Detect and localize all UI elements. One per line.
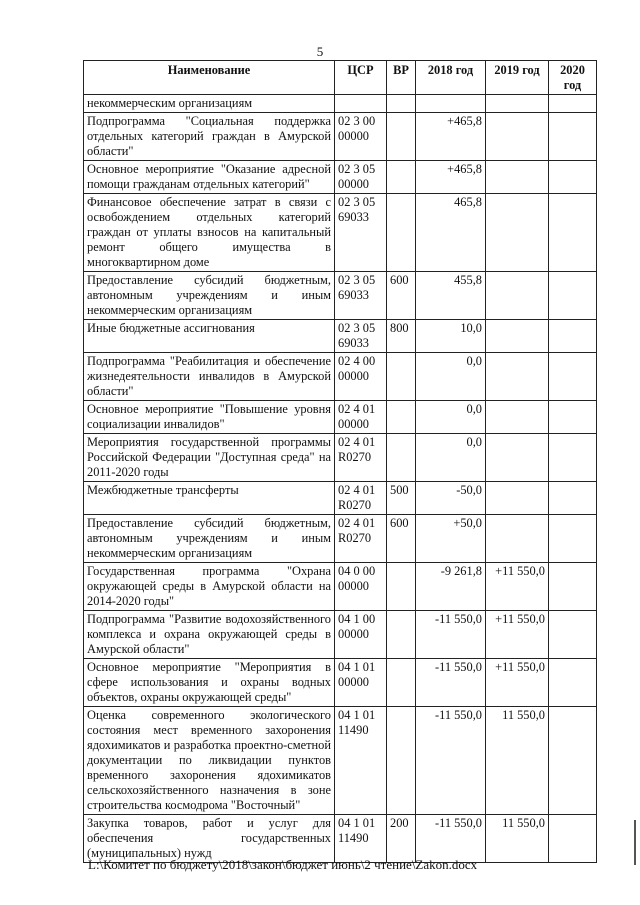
cell-2018: -11 550,0 (416, 659, 486, 707)
cell-csr: 02 3 05 00000 (335, 161, 387, 194)
cell-csr: 04 1 01 11490 (335, 815, 387, 863)
cell-2019 (486, 95, 549, 113)
cell-2019: 11 550,0 (486, 815, 549, 863)
table-header-row (84, 61, 597, 95)
cell-csr: 02 4 01 00000 (335, 401, 387, 434)
cell-name: Подпрограмма "Реабилитация и обеспечение жизнедеятельности инвалидов в Амурской области" (84, 353, 335, 401)
cell-name: Предоставление субсидий бюджетным, автономным учреждениям и иным некоммерческим организациям (84, 515, 335, 563)
table-row (84, 95, 597, 113)
cell-name: Подпрограмма "Социальная поддержка отдельных категорий граждан в Амурской области" (84, 113, 335, 161)
cell-vr (387, 113, 416, 161)
cell-2018: +50,0 (416, 515, 486, 563)
budget-table (83, 60, 597, 863)
cell-csr: 04 0 00 00000 (335, 563, 387, 611)
cell-csr: 02 3 00 00000 (335, 113, 387, 161)
cell-2019: +11 550,0 (486, 659, 549, 707)
cell-2019: 11 550,0 (486, 707, 549, 815)
cell-csr: 02 3 05 69033 (335, 272, 387, 320)
cell-2020 (549, 320, 597, 353)
table-row (84, 113, 597, 161)
cell-vr: 600 (387, 272, 416, 320)
cell-vr: 200 (387, 815, 416, 863)
table-row (84, 401, 597, 434)
table-row (84, 611, 597, 659)
cell-2018: 0,0 (416, 401, 486, 434)
table-row (84, 353, 597, 401)
cell-vr: 500 (387, 482, 416, 515)
table-row (84, 563, 597, 611)
cell-vr (387, 659, 416, 707)
cell-name: Подпрограмма "Развитие водохозяйственного комплекса и охрана окружающей среды в Амурской области" (84, 611, 335, 659)
cell-2020 (549, 611, 597, 659)
cell-2019 (486, 353, 549, 401)
cell-csr (335, 95, 387, 113)
cell-name: Финансовое обеспечение затрат в связи с освобождением отдельных категорий граждан от уплаты взносов на капитальный ремонт общего имущества в многоквартирном доме (84, 194, 335, 272)
cell-2020 (549, 563, 597, 611)
cell-name: Мероприятия государственной программы Российской Федерации "Доступная среда" на 2011-2020 годы (84, 434, 335, 482)
cell-name: Иные бюджетные ассигнования (84, 320, 335, 353)
cell-2018: -11 550,0 (416, 707, 486, 815)
cell-csr: 02 3 05 69033 (335, 194, 387, 272)
cell-csr: 02 4 01 R0270 (335, 515, 387, 563)
cell-2019 (486, 434, 549, 482)
cell-name: Основное мероприятие "Мероприятия в сфере использования и охраны водных объектов, охраны окружающей среды" (84, 659, 335, 707)
cell-csr: 02 3 05 69033 (335, 320, 387, 353)
cell-vr (387, 353, 416, 401)
cell-csr: 04 1 00 00000 (335, 611, 387, 659)
cell-vr (387, 434, 416, 482)
cell-2019 (486, 113, 549, 161)
cell-2020 (549, 353, 597, 401)
cell-2020 (549, 401, 597, 434)
cell-2020 (549, 515, 597, 563)
cell-2018: 0,0 (416, 353, 486, 401)
cell-vr: 800 (387, 320, 416, 353)
cell-csr: 04 1 01 00000 (335, 659, 387, 707)
cell-name: Основное мероприятие "Повышение уровня социализации инвалидов" (84, 401, 335, 434)
column-header-2019: 2019 год (486, 61, 549, 95)
scan-edge-mark (634, 820, 636, 865)
cell-2018 (416, 95, 486, 113)
cell-2019: +11 550,0 (486, 563, 549, 611)
cell-vr (387, 563, 416, 611)
cell-2020 (549, 272, 597, 320)
cell-2018: 465,8 (416, 194, 486, 272)
table-row (84, 272, 597, 320)
cell-name: Государственная программа "Охрана окружающей среды в Амурской области на 2014-2020 годы" (84, 563, 335, 611)
cell-name: Оценка современного экологического состояния мест временного захоронения ядохимикатов и разработка проектно-сметной документации по ликвидации пунктов временного захоронения ядохимикатов сельскохозяйственного назначения в зоне строительства космодрома "Восточный" (84, 707, 335, 815)
cell-2020 (549, 482, 597, 515)
cell-2019 (486, 194, 549, 272)
cell-2018: -9 261,8 (416, 563, 486, 611)
cell-vr (387, 194, 416, 272)
table-row (84, 815, 597, 863)
cell-2018: +465,8 (416, 113, 486, 161)
cell-csr: 02 4 01 R0270 (335, 434, 387, 482)
table-row (84, 434, 597, 482)
cell-2020 (549, 194, 597, 272)
cell-2019 (486, 320, 549, 353)
cell-2020 (549, 95, 597, 113)
table-row (84, 482, 597, 515)
table-row (84, 194, 597, 272)
cell-name: Межбюджетные трансферты (84, 482, 335, 515)
cell-vr (387, 95, 416, 113)
cell-vr (387, 161, 416, 194)
column-header-csr: ЦСР (335, 61, 387, 95)
cell-2018: +465,8 (416, 161, 486, 194)
cell-2020 (549, 815, 597, 863)
table-row (84, 320, 597, 353)
table-row (84, 707, 597, 815)
cell-2018: 0,0 (416, 434, 486, 482)
cell-2020 (549, 113, 597, 161)
cell-name: Закупка товаров, работ и услуг для обеспечения государственных (муниципальных) нужд (84, 815, 335, 863)
cell-name: Основное мероприятие "Оказание адресной помощи гражданам отдельных категорий" (84, 161, 335, 194)
cell-2019 (486, 482, 549, 515)
column-header-2020: 2020 год (549, 61, 597, 95)
cell-2019 (486, 161, 549, 194)
cell-vr: 600 (387, 515, 416, 563)
column-header-2018: 2018 год (416, 61, 486, 95)
column-header-vr: ВР (387, 61, 416, 95)
cell-2020 (549, 434, 597, 482)
cell-2018: 10,0 (416, 320, 486, 353)
cell-vr (387, 611, 416, 659)
cell-csr: 02 4 01 R0270 (335, 482, 387, 515)
cell-2018: -11 550,0 (416, 815, 486, 863)
table-row (84, 161, 597, 194)
cell-2020 (549, 161, 597, 194)
cell-2019: +11 550,0 (486, 611, 549, 659)
cell-csr: 02 4 00 00000 (335, 353, 387, 401)
cell-2019 (486, 272, 549, 320)
cell-csr: 04 1 01 11490 (335, 707, 387, 815)
cell-2020 (549, 707, 597, 815)
cell-2019 (486, 401, 549, 434)
cell-2018: 455,8 (416, 272, 486, 320)
cell-name: Предоставление субсидий бюджетным, автономным учреждениям и иным некоммерческим организациям (84, 272, 335, 320)
cell-2018: -50,0 (416, 482, 486, 515)
document-path-footer: L:\Комитет по бюджету\2018\закон\бюджет июнь\2 чтение\Zakon.docx (88, 857, 478, 872)
cell-vr (387, 401, 416, 434)
column-header-name: Наименование (84, 61, 335, 95)
cell-name: некоммерческим организациям (84, 95, 335, 113)
cell-vr (387, 707, 416, 815)
table-row (84, 515, 597, 563)
table-body (84, 95, 597, 863)
cell-2019 (486, 515, 549, 563)
table-row (84, 659, 597, 707)
cell-2018: -11 550,0 (416, 611, 486, 659)
page-number: 5 (316, 44, 324, 59)
cell-2020 (549, 659, 597, 707)
